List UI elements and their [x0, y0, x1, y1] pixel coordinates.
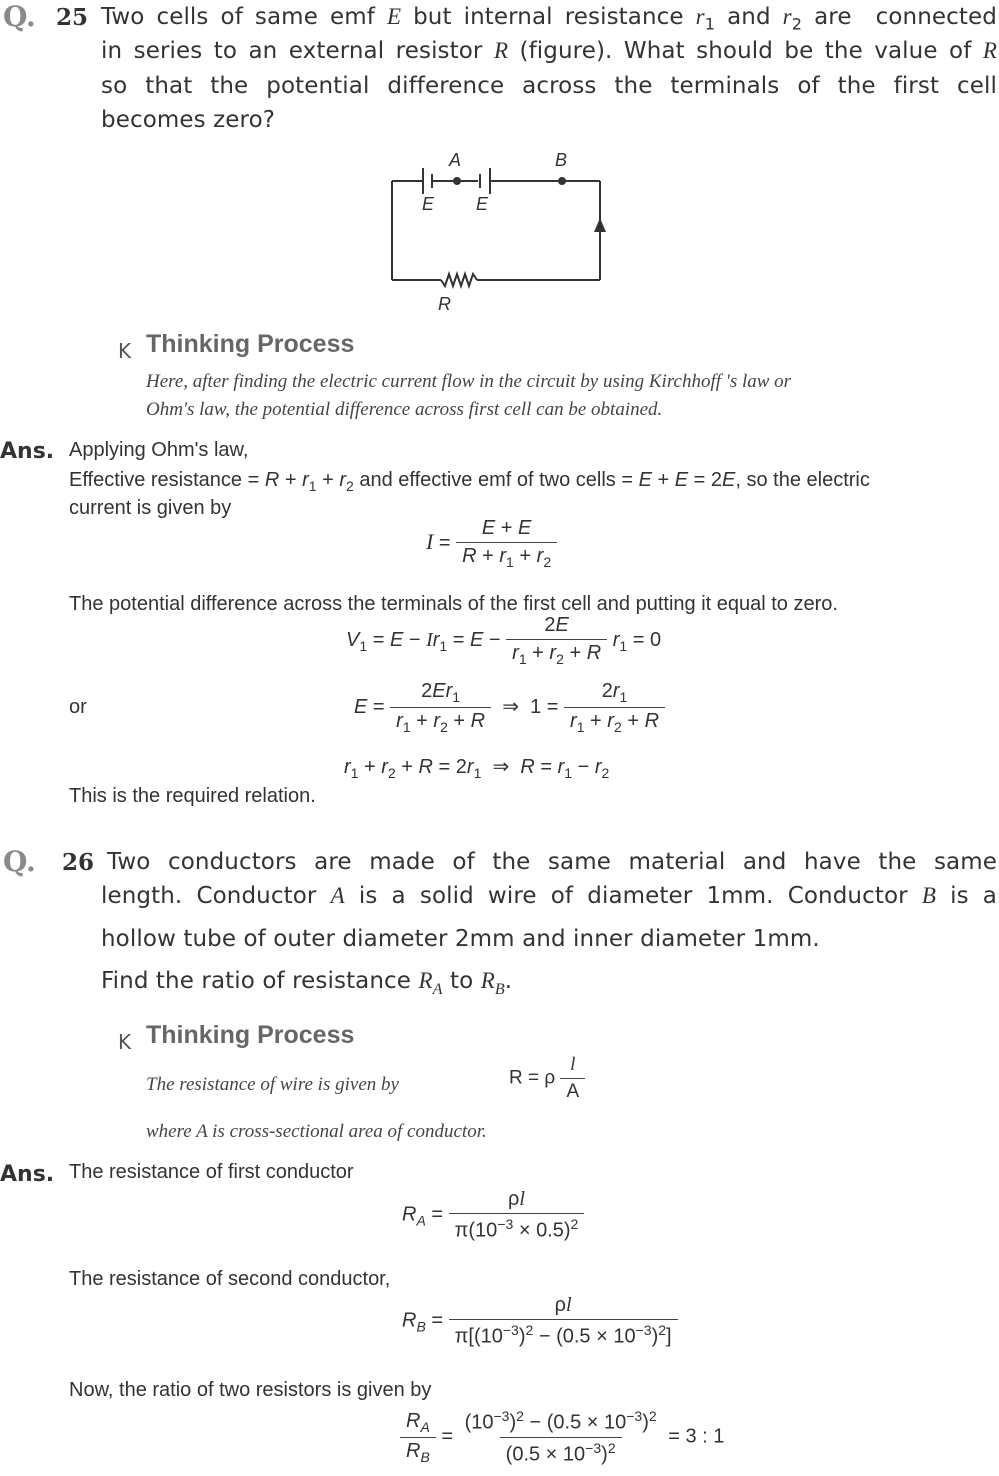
formula-lhs: R = ρ — [509, 1067, 556, 1089]
answer-text-line: current is given by — [69, 497, 232, 519]
thinking-marker-icon: K — [118, 339, 132, 363]
fraction: $\frac{2Er_1}{r_1 + r_2 + R}$ — [390, 680, 491, 735]
fraction-den: A — [560, 1078, 585, 1103]
fraction: $\frac{\rho l}{\pi(10^{-3} \times 0.5)^2}$ — [449, 1188, 585, 1243]
answer-text-line: Applying Ohm's law, — [69, 439, 249, 461]
formula-resistance — [509, 1054, 585, 1103]
answer-text-line: This is the required relation. — [69, 785, 316, 807]
node-b-label: B — [555, 150, 568, 170]
thinking-marker-icon: K — [118, 1030, 132, 1054]
question-text-line: so that the potential difference across the terminals of the first cell — [101, 73, 997, 99]
answer-text-line: Effective resistance = $R + r_1 + r_2$ and effective emf of two cells = E + E = 2E, so the electric — [69, 469, 870, 494]
equation-ra: $R_A$ = $\frac{\rho l}{\pi(10^{-3} \times 0.5)^2}$ — [402, 1188, 584, 1243]
fraction: $\frac{\rho l}{\pi[(10^{-3})^2 - (0.5 \times 10^{-3})^2]}$ — [449, 1294, 678, 1349]
question-number: 26 — [62, 849, 95, 876]
node-a-label: A — [449, 150, 462, 170]
or-label: or — [69, 696, 87, 718]
thinking-process-title: Thinking Process — [146, 1021, 355, 1049]
answer-text-line: Now, the ratio of two resistors is given by — [69, 1379, 432, 1401]
resistor-label: R — [438, 294, 451, 314]
thinking-process-title: Thinking Process — [146, 330, 355, 358]
question-badge: Q. — [3, 0, 36, 33]
equation-current: I = $\frac{E + E}{R + r_1 + r_2}$ — [426, 517, 557, 570]
circuit-diagram — [380, 148, 630, 320]
text-span: Effective resistance = — [69, 469, 265, 491]
question-text-line: hollow tube of outer diameter 2mm and inner diameter 1mm. — [101, 926, 820, 952]
question-text-line: Two cells of same emf E but internal resistance $r_1$ and $r_2$ are connected — [101, 4, 997, 34]
answer-text-line: The potential difference across the terminals of the first cell and putting it equal to zero. — [69, 593, 838, 615]
fraction-num: l — [570, 1054, 576, 1075]
equation-rb: $R_B$ = $\frac{\rho l}{\pi[(10^{-3})^2 - (0.5 \times 10^{-3})^2]}$ — [402, 1294, 678, 1349]
equation-ratio: $\frac{R_A}{R_B}$ = $\frac{(10^{-3})^2 - (0.5 \times 10^{-3})^2}{(0.5 \times 10^{-3})^2}$ = 3 : 1 — [400, 1408, 724, 1466]
ratio-result: = 3 : 1 — [668, 1425, 725, 1448]
question-text-line: in series to an external resistor R (figure). What should be the value of R — [101, 38, 998, 64]
answer-text-line: The resistance of first conductor — [69, 1161, 354, 1183]
circuit-svg — [380, 148, 630, 320]
fraction: $\frac{2E}{r_1 + r_2 + R}$ — [506, 614, 607, 667]
equation-e: E = $\frac{2Er_1}{r_1 + r_2 + R}$ ⇒ 1 = $\frac{2r_1}{r_1 + r_2 + R}$ — [354, 680, 665, 735]
question-text-line: Find the ratio of resistance $R_A$ to $R_B$. — [101, 968, 513, 998]
equation-result: $r_1 + r_2 + R = 2r_1$ ⇒ $R = r_1 - r_2$ — [344, 756, 610, 781]
thinking-text-line: Here, after finding the electric current flow in the circuit by using Kirchhoff 's law or — [146, 371, 792, 392]
cell2-label: E — [476, 194, 489, 214]
answer-text-line: The resistance of second conductor, — [69, 1268, 391, 1290]
cell1-label: E — [422, 194, 435, 214]
text-span: and effective emf of two cells = — [353, 469, 639, 491]
answer-label: Ans. — [0, 1162, 55, 1187]
fraction — [560, 1054, 585, 1103]
thinking-text-line: The resistance of wire is given by — [146, 1074, 399, 1095]
question-text-line: Two conductors are made of the same material and have the same — [107, 849, 997, 875]
question-number: 25 — [56, 4, 89, 31]
fraction: $\frac{(10^{-3})^2 - (0.5 \times 10^{-3})^2}{(0.5 \times 10^{-3})^2}$ — [464, 1408, 657, 1466]
eq-lhs: I — [426, 528, 434, 554]
question-badge: Q. — [3, 845, 36, 878]
fraction: $\frac{E + E}{R + r_1 + r_2}$ — [456, 517, 557, 570]
answer-label: Ans. — [0, 439, 55, 464]
thinking-text-line: Ohm's law, the potential difference across first cell can be obtained. — [146, 399, 663, 420]
question-text-line: becomes zero? — [101, 107, 276, 133]
thinking-text-line: where A is cross-sectional area of conductor. — [146, 1121, 487, 1142]
equation-v1: $V_1 = E - Ir_1 = E$ − $\frac{2E}{r_1 + r_2 + R}$ $r_1 = 0$ — [346, 614, 662, 667]
text-span: , so the electric — [735, 469, 870, 491]
fraction: $\frac{2r_1}{r_1 + r_2 + R}$ — [564, 680, 665, 735]
fraction: $\frac{R_A}{R_B}$ — [400, 1410, 436, 1465]
current-arrow-icon — [594, 218, 606, 232]
question-text-line: length. Conductor A is a solid wire of diameter 1mm. Conductor B is a — [101, 883, 998, 909]
